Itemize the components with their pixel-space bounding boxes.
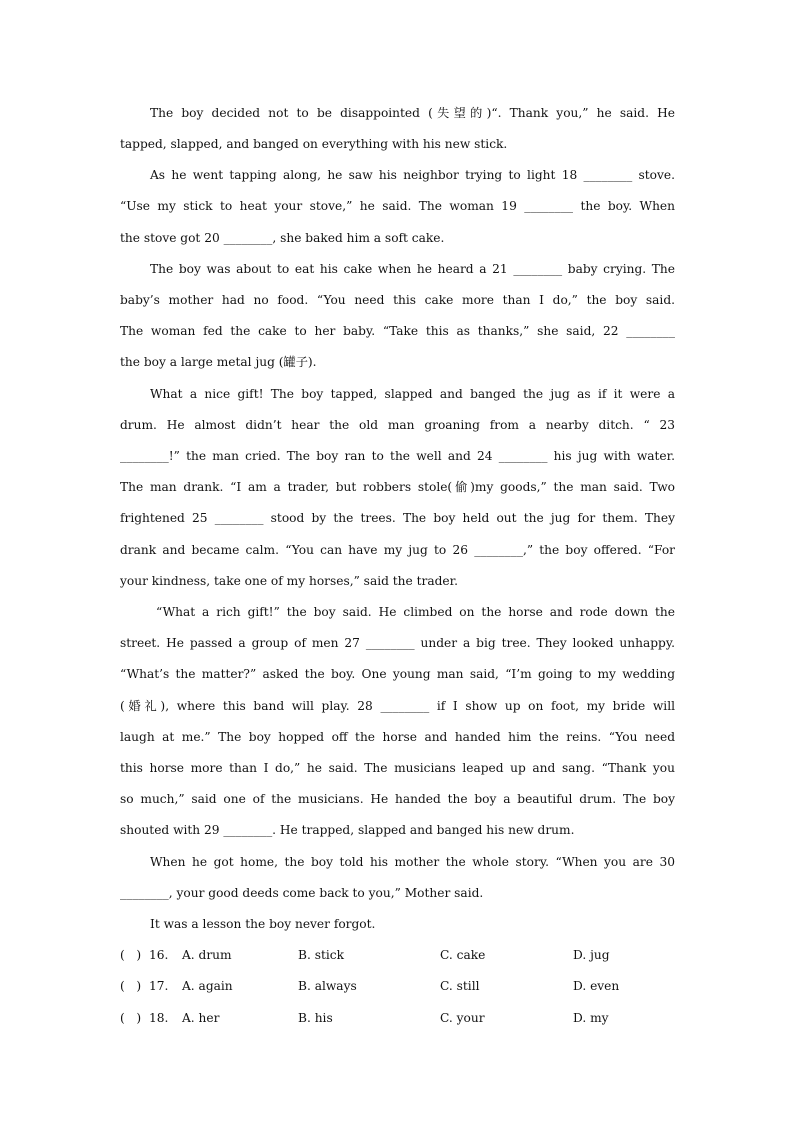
option-c: C. still [440, 979, 480, 993]
option-c: C. cake [440, 948, 486, 962]
passage-line: “What a rich gift!” the boy said. He climbed on the horse and rode down the [156, 605, 675, 619]
passage-line: The woman fed the cake to her baby. “Take this as thanks,” she said, 22 ________ [120, 324, 675, 338]
passage-line: drank and became calm. “You can have my jug to 26 ________,” the boy offered. “For [120, 543, 675, 557]
passage-line: drum. He almost didn’t hear the old man groaning from a nearby ditch. “ 23 [120, 418, 675, 432]
option-b: B. stick [298, 948, 344, 962]
passage-line: so much,” said one of the musicians. He handed the boy a beautiful drum. The boy [120, 792, 675, 806]
passage-line: “What’s the matter?” asked the boy. One young man said, “I’m going to my wedding [120, 667, 675, 681]
passage-line: As he went tapping along, he saw his neighbor trying to light 18 ________ stove. [150, 168, 675, 182]
passage-line: your kindness, take one of my horses,” said the trader. [120, 574, 458, 588]
answer-blank[interactable]: ( ) [120, 1011, 142, 1025]
passage-line: this horse more than I do,” he said. The musicians leaped up and sang. “Thank you [120, 761, 675, 775]
option-d: D. even [573, 979, 620, 993]
passage-line: tapped, slapped, and banged on everything with his new stick. [120, 137, 508, 151]
question-row [120, 946, 675, 964]
option-b: B. always [298, 979, 357, 993]
answer-blank[interactable]: ( ) [120, 948, 142, 962]
option-d: D. jug [573, 948, 610, 962]
question-row [120, 1009, 675, 1027]
option-a: A. again [182, 979, 233, 993]
option-a: A. drum [182, 948, 232, 962]
passage-line: ________, your good deeds come back to you,” Mother said. [120, 886, 484, 900]
passage-line: “Use my stick to heat your stove,” he said. The woman 19 ________ the boy. When [120, 199, 675, 213]
passage-line: The boy decided not to be disappointed (失望的)“. Thank you,” he said. He [150, 106, 675, 120]
passage-line: the boy a large metal jug (罐子). [120, 355, 317, 369]
option-c: C. your [440, 1011, 485, 1025]
question-number: 16. [149, 948, 169, 962]
passage-line: laugh at me.” The boy hopped off the horse and handed him the reins. “You need [120, 730, 675, 744]
passage-line: When he got home, the boy told his mother the whole story. “When you are 30 [150, 855, 675, 869]
passage-line: ________!” the man cried. The boy ran to the well and 24 ________ his jug with water. [120, 449, 675, 463]
passage-line: What a nice gift! The boy tapped, slapped and banged the jug as if it were a [150, 387, 675, 401]
question-number: 17. [149, 979, 169, 993]
passage-line: frightened 25 ________ stood by the trees. The boy held out the jug for them. They [120, 511, 675, 525]
answer-blank[interactable]: ( ) [120, 979, 142, 993]
passage-line: (婚礼), where this band will play. 28 ________ if I show up on foot, my bride will [120, 699, 675, 713]
option-a: A. her [182, 1011, 220, 1025]
question-row [120, 977, 675, 995]
passage-line: the stove got 20 ________, she baked him a soft cake. [120, 231, 445, 245]
option-b: B. his [298, 1011, 333, 1025]
option-d: D. my [573, 1011, 609, 1025]
passage-line: street. He passed a group of men 27 ________ under a big tree. They looked unhappy. [120, 636, 675, 650]
passage-line: It was a lesson the boy never forgot. [150, 917, 376, 931]
passage-line: The boy was about to eat his cake when he heard a 21 ________ baby crying. The [150, 262, 675, 276]
passage-line: The man drank. “I am a trader, but robbers stole(偷)my goods,” the man said. Two [120, 480, 675, 494]
passage-line: shouted with 29 ________. He trapped, slapped and banged his new drum. [120, 823, 575, 837]
passage-line: baby’s mother had no food. “You need this cake more than I do,” the boy said. [120, 293, 675, 307]
question-number: 18. [149, 1011, 169, 1025]
